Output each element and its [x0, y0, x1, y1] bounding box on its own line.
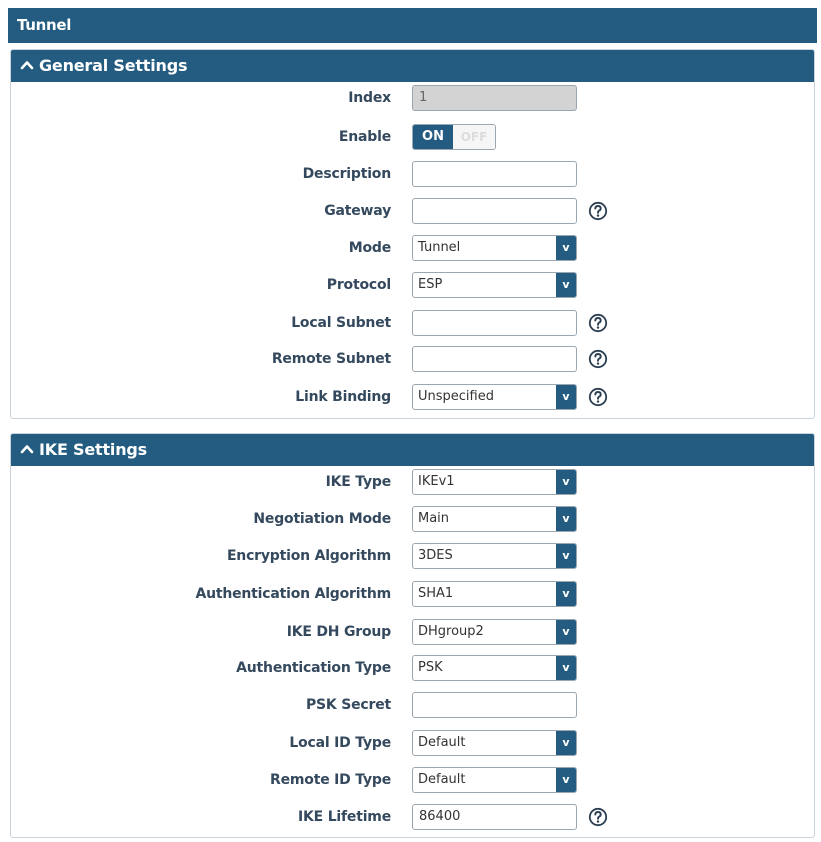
ike-lifetime-row [11, 804, 814, 830]
ike-type-label: IKE Type [325, 474, 391, 490]
local-id-type-label: Local ID Type [289, 735, 391, 751]
chevron-down-icon[interactable]: v [556, 507, 576, 531]
local-id-type-value: Default [418, 735, 466, 750]
chevron-down-icon[interactable]: v [556, 582, 576, 606]
general-settings-header[interactable] [11, 50, 814, 82]
psk-secret-label: PSK Secret [305, 697, 391, 713]
chevron-down-icon[interactable]: v [556, 385, 576, 409]
local-id-type-row [11, 730, 814, 756]
authentication-algorithm-value: SHA1 [418, 586, 454, 601]
remote-subnet-label: Remote Subnet [271, 351, 391, 367]
remote-id-type-select[interactable] [412, 767, 577, 793]
mode-label: Mode [348, 240, 391, 256]
remote-id-type-value: Default [418, 772, 466, 787]
authentication-algorithm-label: Authentication Algorithm [195, 586, 391, 602]
local-subnet-row [11, 310, 814, 336]
negotiation-mode-label: Negotiation Mode [253, 511, 391, 527]
description-row [11, 161, 814, 187]
help-icon[interactable] [588, 201, 608, 221]
negotiation-mode-value: Main [418, 511, 450, 526]
ike-dh-group-row [11, 619, 814, 645]
gateway-input[interactable] [412, 198, 577, 224]
page-title: Tunnel [17, 16, 72, 34]
chevron-up-icon[interactable] [20, 442, 34, 456]
ike-lifetime-label: IKE Lifetime [298, 809, 391, 825]
chevron-down-icon[interactable]: v [556, 620, 576, 644]
encryption-algorithm-label: Encryption Algorithm [226, 548, 391, 564]
help-icon[interactable] [588, 313, 608, 333]
mode-value: Tunnel [418, 240, 461, 255]
ike-type-select[interactable] [412, 469, 577, 495]
index-row [11, 85, 814, 111]
ike-type-row [11, 469, 814, 495]
ike-type-value: IKEv1 [418, 474, 455, 489]
chevron-down-icon[interactable]: v [556, 768, 576, 792]
authentication-type-select[interactable] [412, 655, 577, 681]
remote-subnet-input[interactable] [412, 346, 577, 372]
negotiation-mode-row [11, 506, 814, 532]
ike-settings-panel [10, 433, 815, 838]
toggle-off-label: OFF [453, 125, 495, 149]
chevron-down-icon[interactable]: v [556, 236, 576, 260]
chevron-down-icon[interactable]: v [556, 470, 576, 494]
description-label: Description [302, 166, 391, 182]
authentication-algorithm-row [11, 581, 814, 607]
encryption-algorithm-row [11, 543, 814, 569]
protocol-row [11, 272, 814, 298]
help-icon[interactable] [588, 349, 608, 369]
remote-id-type-label: Remote ID Type [270, 772, 391, 788]
link-binding-value: Unspecified [418, 389, 494, 404]
remote-subnet-row [11, 346, 814, 372]
mode-row [11, 235, 814, 261]
authentication-type-value: PSK [418, 660, 443, 675]
enable-label: Enable [338, 129, 391, 145]
chevron-down-icon[interactable]: v [556, 656, 576, 680]
help-icon[interactable] [588, 387, 608, 407]
psk-secret-input[interactable] [412, 692, 577, 718]
enable-toggle[interactable] [412, 124, 496, 150]
chevron-down-icon[interactable]: v [556, 273, 576, 297]
encryption-algorithm-value: 3DES [418, 548, 453, 563]
help-icon[interactable] [588, 807, 608, 827]
authentication-algorithm-select[interactable] [412, 581, 577, 607]
negotiation-mode-select[interactable] [412, 506, 577, 532]
general-settings-title: General Settings [39, 56, 188, 75]
toggle-on-label: ON [413, 125, 453, 149]
page-title-bar [8, 8, 817, 43]
local-id-type-select[interactable] [412, 730, 577, 756]
encryption-algorithm-select[interactable] [412, 543, 577, 569]
gateway-row [11, 198, 814, 224]
local-subnet-input[interactable] [412, 310, 577, 336]
general-settings-panel [10, 49, 815, 419]
mode-select[interactable] [412, 235, 577, 261]
ike-dh-group-select[interactable] [412, 619, 577, 645]
ike-settings-header[interactable] [11, 434, 814, 466]
remote-id-type-row [11, 767, 814, 793]
description-input[interactable] [412, 161, 577, 187]
psk-secret-row [11, 692, 814, 718]
chevron-down-icon[interactable]: v [556, 731, 576, 755]
protocol-label: Protocol [326, 277, 391, 293]
chevron-down-icon[interactable]: v [556, 544, 576, 568]
protocol-select[interactable] [412, 272, 577, 298]
index-label: Index [348, 90, 391, 106]
authentication-type-row [11, 655, 814, 681]
link-binding-select[interactable] [412, 384, 577, 410]
link-binding-label: Link Binding [295, 389, 391, 405]
ike-dh-group-value: DHgroup2 [418, 624, 484, 639]
gateway-label: Gateway [324, 203, 391, 219]
protocol-value: ESP [418, 277, 443, 292]
ike-settings-title: IKE Settings [39, 440, 147, 459]
index-field: 1 [412, 85, 577, 111]
ike-dh-group-label: IKE DH Group [286, 624, 391, 640]
authentication-type-label: Authentication Type [236, 660, 391, 676]
ike-lifetime-input[interactable]: 86400 [412, 804, 577, 830]
enable-row [11, 124, 814, 150]
chevron-up-icon[interactable] [20, 58, 34, 72]
local-subnet-label: Local Subnet [291, 315, 391, 331]
link-binding-row [11, 384, 814, 410]
